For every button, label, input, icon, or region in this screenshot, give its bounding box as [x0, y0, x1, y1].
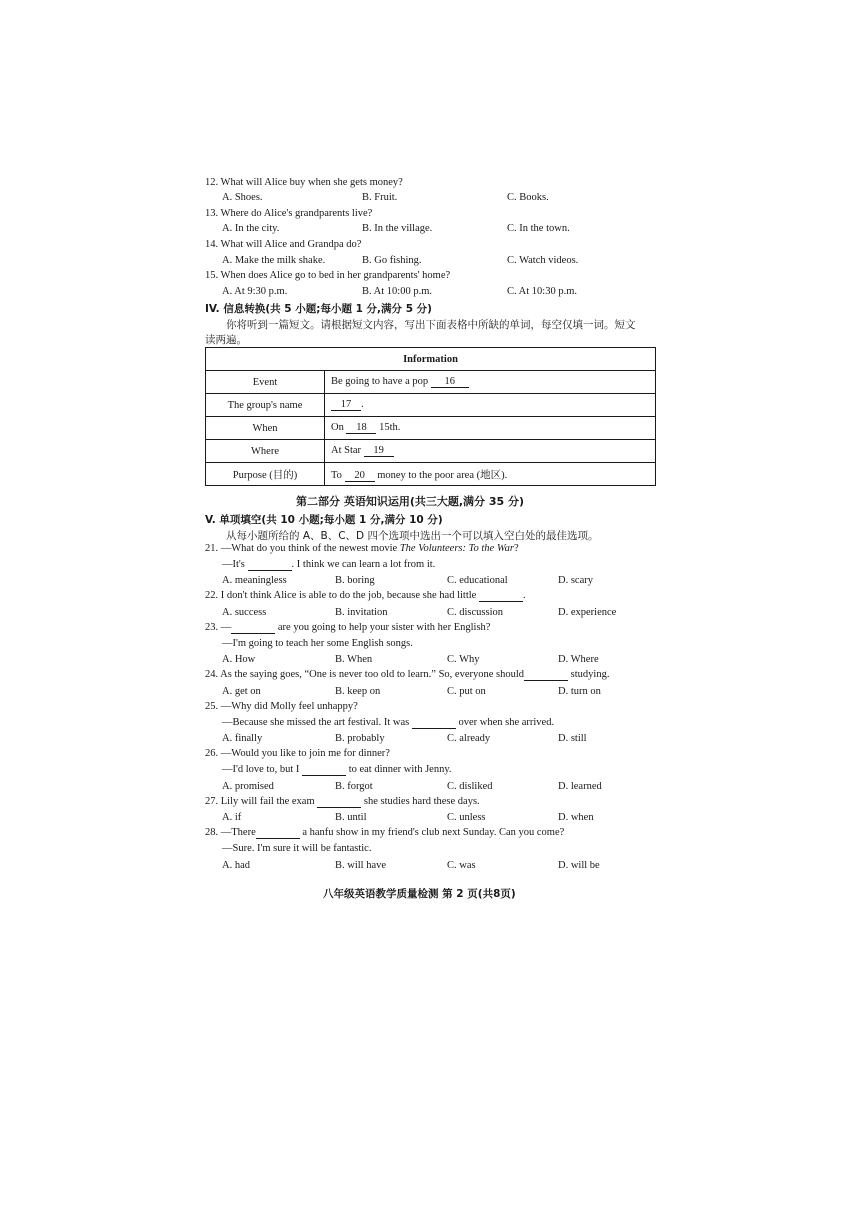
stem-text: studying. — [568, 669, 610, 681]
information-table — [205, 347, 656, 486]
answer-blank — [479, 590, 523, 602]
answer-option: D. scary — [558, 575, 593, 587]
answer-blank — [248, 559, 292, 571]
answer-option: C. disliked — [447, 780, 493, 792]
row-text: 15th. — [379, 422, 401, 433]
answer-option: D. learned — [558, 780, 602, 792]
row-value — [325, 440, 656, 463]
answer-option: B. will have — [335, 859, 387, 871]
stem-text: 23. — — [205, 622, 232, 633]
row-value — [325, 394, 656, 417]
blank-16: 16 — [431, 376, 469, 388]
row-value — [325, 463, 656, 486]
section-4-instruction: 你将听到一篇短文。请根据短文内容，写出下面表格中所缺的单词，每空仅填一词。短文 — [226, 319, 636, 331]
answer-option: B. invitation — [335, 606, 388, 618]
row-label: When — [206, 417, 325, 440]
row-label: Event — [206, 371, 325, 394]
answer-blank — [412, 717, 456, 729]
question-stem-line — [222, 764, 452, 776]
answer-option: A. finally — [222, 733, 263, 745]
option-12a: A. Shoes. — [222, 192, 263, 203]
answer-option: D. turn on — [558, 685, 601, 697]
answer-option: C. discussion — [447, 606, 504, 618]
row-text: To — [331, 469, 342, 481]
answer-option: D. when — [558, 812, 594, 824]
option-14a: A. Make the milk shake. — [222, 255, 326, 266]
row-label: Where — [206, 440, 325, 463]
row-text: On — [331, 422, 344, 433]
stem-text: —It's — [222, 558, 248, 570]
stem-text: . I think we can learn a lot from it. — [291, 558, 436, 570]
stem-text: over when she arrived. — [455, 716, 555, 728]
option-15b: B. At 10:00 p.m. — [362, 286, 433, 297]
answer-option: A. if — [222, 812, 242, 824]
row-text: money to the poor area (地区). — [377, 469, 508, 481]
section-5-title: V. 单项填空(共 10 小题;每小题 1 分,满分 10 分) — [205, 514, 443, 526]
blank-20: 20 — [345, 470, 375, 482]
stem-text: —Because she missed the art festival. It was — [222, 716, 412, 728]
answer-option: C. Why — [447, 654, 480, 666]
answer-blank — [231, 622, 275, 634]
stem-text: a hanfu show in my friend's club next Sunday. Can you come? — [299, 827, 565, 839]
stem-text: —I'm going to teach her some English songs. — [222, 637, 413, 649]
stem-text: —Sure. I'm sure it will be fantastic. — [222, 843, 372, 855]
answer-option: D. experience — [558, 606, 617, 618]
option-13b: B. In the village. — [362, 223, 433, 234]
question-15: 15. When does Alice go to bed in her grandparents' home? — [205, 270, 451, 281]
question-stem-line — [222, 638, 413, 649]
option-14c: C. Watch videos. — [507, 255, 579, 266]
option-13c: C. In the town. — [507, 223, 570, 234]
stem-text: 28. —There — [205, 827, 256, 839]
answer-blank — [524, 669, 568, 681]
answer-blank — [256, 827, 300, 839]
answer-option: B. until — [335, 812, 367, 824]
question-stem — [205, 701, 358, 712]
row-text: Be going to have a pop — [331, 376, 429, 387]
question-stem-line — [222, 717, 554, 729]
stem-text: 26. —Would you like to join me for dinner? — [205, 748, 390, 760]
section-4-instruction-cont: 读两遍。 — [205, 334, 247, 346]
blank-19: 19 — [364, 445, 394, 457]
table-row — [206, 394, 656, 417]
answer-option: B. keep on — [335, 685, 381, 697]
stem-text: she studies hard these days. — [361, 795, 480, 807]
answer-option: C. unless — [447, 812, 486, 824]
answer-option: B. probably — [335, 733, 385, 745]
answer-option: C. already — [447, 733, 491, 745]
question-stem — [205, 622, 490, 634]
question-stem — [205, 796, 480, 808]
answer-option: C. was — [447, 859, 476, 871]
table-row — [206, 440, 656, 463]
movie-title: The Volunteers: To the War — [399, 543, 514, 554]
row-text: At Star — [331, 445, 362, 456]
answer-option: A. get on — [222, 685, 261, 697]
answer-option: A. had — [222, 859, 250, 871]
question-stem — [205, 748, 390, 759]
answer-option: A. meaningless — [222, 575, 287, 587]
option-12c: C. Books. — [507, 192, 549, 203]
answer-option: D. still — [558, 733, 587, 745]
question-stem-line — [222, 843, 371, 854]
option-14b: B. Go fishing. — [362, 255, 422, 266]
row-label: The group's name — [206, 394, 325, 417]
question-14: 14. What will Alice and Grandpa do? — [205, 239, 362, 250]
question-stem — [205, 543, 519, 554]
question-stem — [205, 669, 609, 681]
stem-text: . — [522, 590, 526, 602]
question-stem — [205, 590, 526, 602]
stem-text: 25. —Why did Molly feel unhappy? — [205, 701, 358, 712]
answer-blank — [317, 796, 361, 808]
section-4-title: IV. 信息转换(共 5 小题;每小题 1 分,满分 5 分) — [205, 303, 432, 315]
stem-text: 21. —What do you think of the newest movie — [205, 543, 400, 554]
part-2-title: 第二部分 英语知识运用(共三大题,满分 35 分) — [296, 495, 525, 508]
option-15a: A. At 9:30 p.m. — [222, 286, 288, 297]
answer-option: D. will be — [558, 859, 600, 871]
stem-text: 27. Lily will fail the exam — [205, 795, 318, 807]
table-header: Information — [206, 348, 656, 371]
option-15c: C. At 10:30 p.m. — [507, 286, 578, 297]
stem-text: —I'd love to, but I — [222, 764, 303, 776]
answer-option: A. How — [222, 654, 256, 666]
stem-text: 22. I don't think Alice is able to do the job, because she had little — [205, 590, 479, 602]
row-text: . — [361, 399, 364, 410]
blank-18: 18 — [346, 422, 376, 434]
option-13a: A. In the city. — [222, 223, 280, 234]
answer-option: C. educational — [447, 575, 508, 587]
blank-17: 17 — [331, 399, 361, 411]
question-stem-line — [222, 559, 435, 571]
answer-option: B. When — [335, 654, 373, 666]
stem-text: ? — [513, 543, 519, 554]
table-row — [206, 463, 656, 486]
answer-option: C. put on — [447, 685, 486, 697]
answer-option: A. promised — [222, 780, 274, 792]
answer-option: B. boring — [335, 575, 375, 587]
option-12b: B. Fruit. — [362, 192, 398, 203]
question-13: 13. Where do Alice's grandparents live? — [205, 208, 373, 219]
row-value — [325, 371, 656, 394]
stem-text: 24. As the saying goes, “One is never too old to learn.” So, everyone should — [205, 669, 525, 681]
stem-text: to eat dinner with Jenny. — [346, 764, 452, 776]
answer-blank — [302, 764, 346, 776]
answer-option: D. Where — [558, 654, 599, 666]
stem-text: are you going to help your sister with her English? — [275, 622, 491, 633]
answer-option: A. success — [222, 606, 267, 618]
answer-option: B. forgot — [335, 780, 373, 792]
row-label: Purpose (目的) — [206, 463, 325, 486]
row-value — [325, 417, 656, 440]
table-row — [206, 417, 656, 440]
section-5-instruction: 从每小题所给的 A、B、C、D 四个选项中选出一个可以填入空白处的最佳选项。 — [226, 530, 599, 542]
table-row — [206, 371, 656, 394]
page-footer: 八年级英语教学质量检测 第 2 页(共8页) — [323, 888, 516, 900]
question-stem — [205, 827, 564, 839]
question-12: 12. What will Alice buy when she gets money? — [205, 177, 403, 188]
